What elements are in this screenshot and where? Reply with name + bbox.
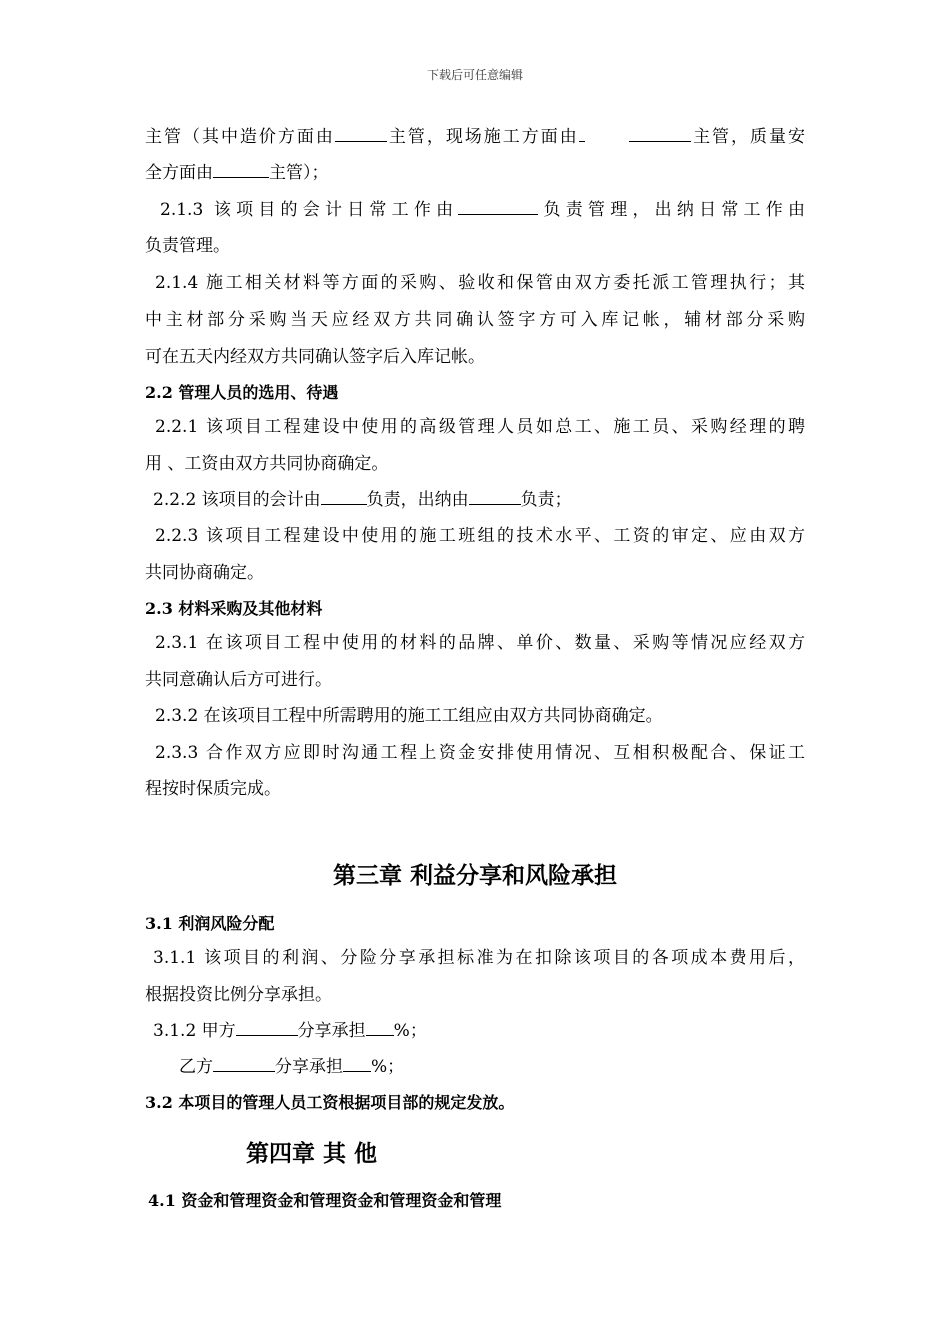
text-line: 3.1.2 甲方 分享承担 %； <box>153 1021 427 1041</box>
fill-blank <box>236 1020 298 1036</box>
text-line: 2.2.2 该项目的会计由 负责，出纳由 负责； <box>153 490 572 510</box>
fill-blank <box>321 489 367 505</box>
text-line: 2.3.2 在该项目工程中所需聘用的施工工组应由双方共同协商确定。 <box>155 706 663 726</box>
text-line: 共同意确认后方可进行。 <box>145 670 332 690</box>
text-line: 中主材部分采购当天应经双方共同确认签字方可入库记帐，辅材部分采购 <box>145 310 805 330</box>
text-line: 2.3.3 合作双方应即时沟通工程上资金安排使用情况、互相积极配合、保证工 <box>155 743 805 763</box>
text-line: 用 、工资由双方共同协商确定。 <box>145 454 389 474</box>
text-line: 根据投资比例分享承担。 <box>145 985 332 1005</box>
text-line: 2.1.4 施工相关材料等方面的采购、验收和保管由双方委托派工管理执行；其 <box>155 273 805 293</box>
text-line: 主管（其中造价方面由 主管，现场施工方面由 主管，质量安 <box>145 127 805 147</box>
text-line: 2.2.1 该项目工程建设中使用的高级管理人员如总工、施工员、采购经理的聘 <box>155 417 805 437</box>
text-line: 2.2.3 该项目工程建设中使用的施工班组的技术水平、工资的审定、应由双方 <box>155 526 805 546</box>
text-line: 乙方 分享承担 %； <box>179 1057 405 1077</box>
section-heading: 2.3 材料采购及其他材料 <box>145 599 323 618</box>
chapter-title: 第三章 利益分享和风险承担 <box>332 862 617 889</box>
fill-blank <box>343 1056 371 1072</box>
text-line: 2.1.3 该项目的会计日常工作由 负责管理，出纳日常工作由 <box>160 200 805 220</box>
section-heading: 4.1 资金和管理资金和管理资金和管理资金和管理 <box>148 1191 502 1210</box>
section-heading: 3.2 本项目的管理人员工资根据项目部的规定发放。 <box>145 1093 515 1112</box>
text-line: 3.1.1 该项目的利润、分险分享承担标准为在扣除该项目的各项成本费用后， <box>153 948 805 968</box>
fill-blank <box>469 489 521 505</box>
text-line: 负责管理。 <box>145 236 230 256</box>
page-header-note: 下载后可任意编辑 <box>426 68 523 82</box>
text-line: 程按时保质完成。 <box>145 779 281 799</box>
fill-blank <box>366 1020 394 1036</box>
chapter-title: 第四章 其 他 <box>246 1140 378 1167</box>
fill-blank <box>629 126 691 142</box>
fill-blank <box>213 1056 275 1072</box>
section-heading: 2.2 管理人员的选用、待遇 <box>145 383 339 402</box>
text-line: 共同协商确定。 <box>145 563 264 583</box>
text-line: 可在五天内经双方共同确认签字后入库记帐。 <box>145 347 485 367</box>
section-heading: 3.1 利润风险分配 <box>145 914 275 933</box>
text-line: 全方面由 主管）； <box>145 163 329 183</box>
fill-blank <box>213 162 269 178</box>
fill-blank <box>458 199 538 215</box>
fill-blank <box>335 126 387 142</box>
text-line: 2.3.1 在该项目工程中使用的材料的品牌、单价、数量、采购等情况应经双方 <box>155 633 805 653</box>
